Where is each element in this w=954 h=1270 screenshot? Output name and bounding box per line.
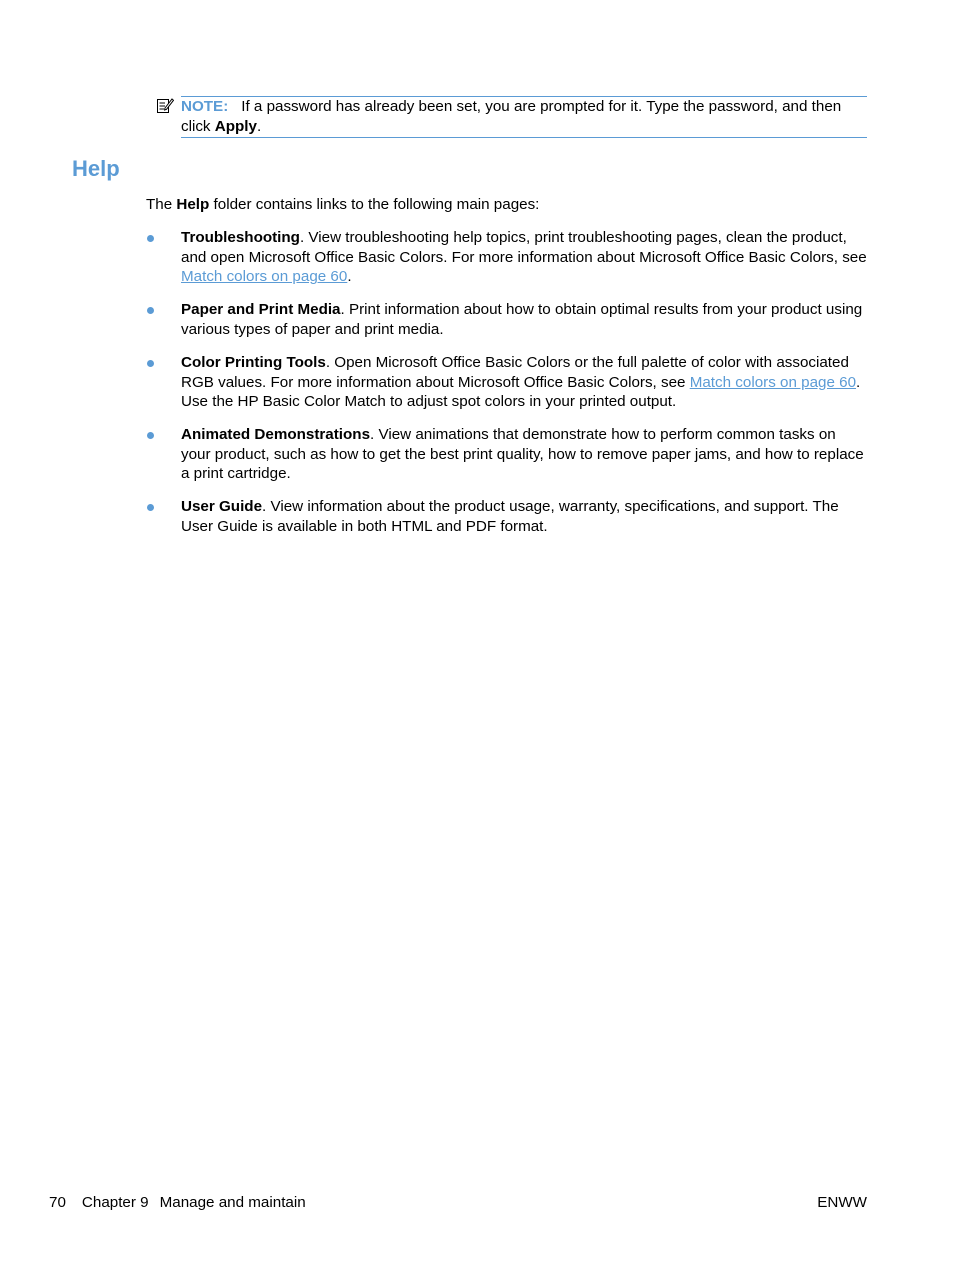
note-text: If a password has already been set, you are prompted for it. Type the password, and then click xyxy=(181,98,842,135)
bullet-icon xyxy=(147,235,154,242)
note-icon xyxy=(156,96,174,114)
note-apply: Apply xyxy=(214,117,257,135)
list-item-text xyxy=(181,353,867,412)
list-item-troubleshooting xyxy=(146,228,867,287)
item-title: Paper and Print Media xyxy=(181,301,341,318)
page-number: 70 xyxy=(49,1194,66,1211)
bullet-icon xyxy=(147,307,154,314)
note-text-end: . xyxy=(256,117,262,135)
note-label: NOTE: xyxy=(181,98,229,115)
section-title: Help xyxy=(72,156,120,181)
intro-text: The xyxy=(146,196,177,213)
item-body: . Open Microsoft Office Basic Colors or the full palette of color with associated RGB values. For more information about Microsoft Office Basic Colors, see xyxy=(181,354,849,391)
list-item-text xyxy=(181,425,867,484)
footer-chapter-title: Manage and maintain xyxy=(159,1194,306,1211)
list-item-color-printing-tools xyxy=(146,353,867,412)
footer-left xyxy=(49,1193,322,1213)
item-body-end: . xyxy=(347,268,352,286)
item-body: . View animations that demonstrate how to perform common tasks on your product, such as how to get the best print quality, how to remove paper jams, and how to replace a print cartridge. xyxy=(181,426,864,483)
list-item-paper-print-media xyxy=(146,300,867,339)
intro-bold: Help xyxy=(176,196,210,213)
section-intro xyxy=(146,195,539,215)
note-box xyxy=(181,96,867,138)
page-footer xyxy=(49,1193,867,1213)
list-item-text xyxy=(181,497,867,536)
item-title: Animated Demonstrations xyxy=(181,426,371,443)
list-item-text xyxy=(181,300,867,339)
list-item-text xyxy=(181,228,867,287)
intro-text-end: folder contains links to the following main pages: xyxy=(209,196,540,213)
item-body: . View troubleshooting help topics, print troubleshooting pages, clean the product, and open Microsoft Office Basic Colors. For more information about Microsoft Office Basic Colors, see xyxy=(181,229,867,266)
item-body: . View information about the product usage, warranty, specifications, and support. The User Guide is available in both HTML and PDF format. xyxy=(181,498,839,535)
bullet-icon xyxy=(147,360,154,367)
footer-right: ENWW xyxy=(817,1194,867,1211)
item-body: . Print information about how to obtain optimal results from your product using various types of paper and print media. xyxy=(181,301,863,338)
list-item-animated-demonstrations xyxy=(146,425,867,484)
item-body-end: . Use the HP Basic Color Match to adjust spot colors in your printed output. xyxy=(181,373,861,411)
item-title: User Guide xyxy=(181,498,263,515)
match-colors-link[interactable]: Match colors on page 60 xyxy=(689,373,857,391)
list-item-user-guide xyxy=(146,497,867,536)
item-title: Color Printing Tools xyxy=(181,354,326,371)
bullet-icon xyxy=(147,432,154,439)
match-colors-link[interactable]: Match colors on page 60 xyxy=(181,268,348,286)
bullet-icon xyxy=(147,504,154,511)
footer-chapter: Chapter 9 xyxy=(81,1194,149,1211)
item-title: Troubleshooting xyxy=(181,229,300,246)
